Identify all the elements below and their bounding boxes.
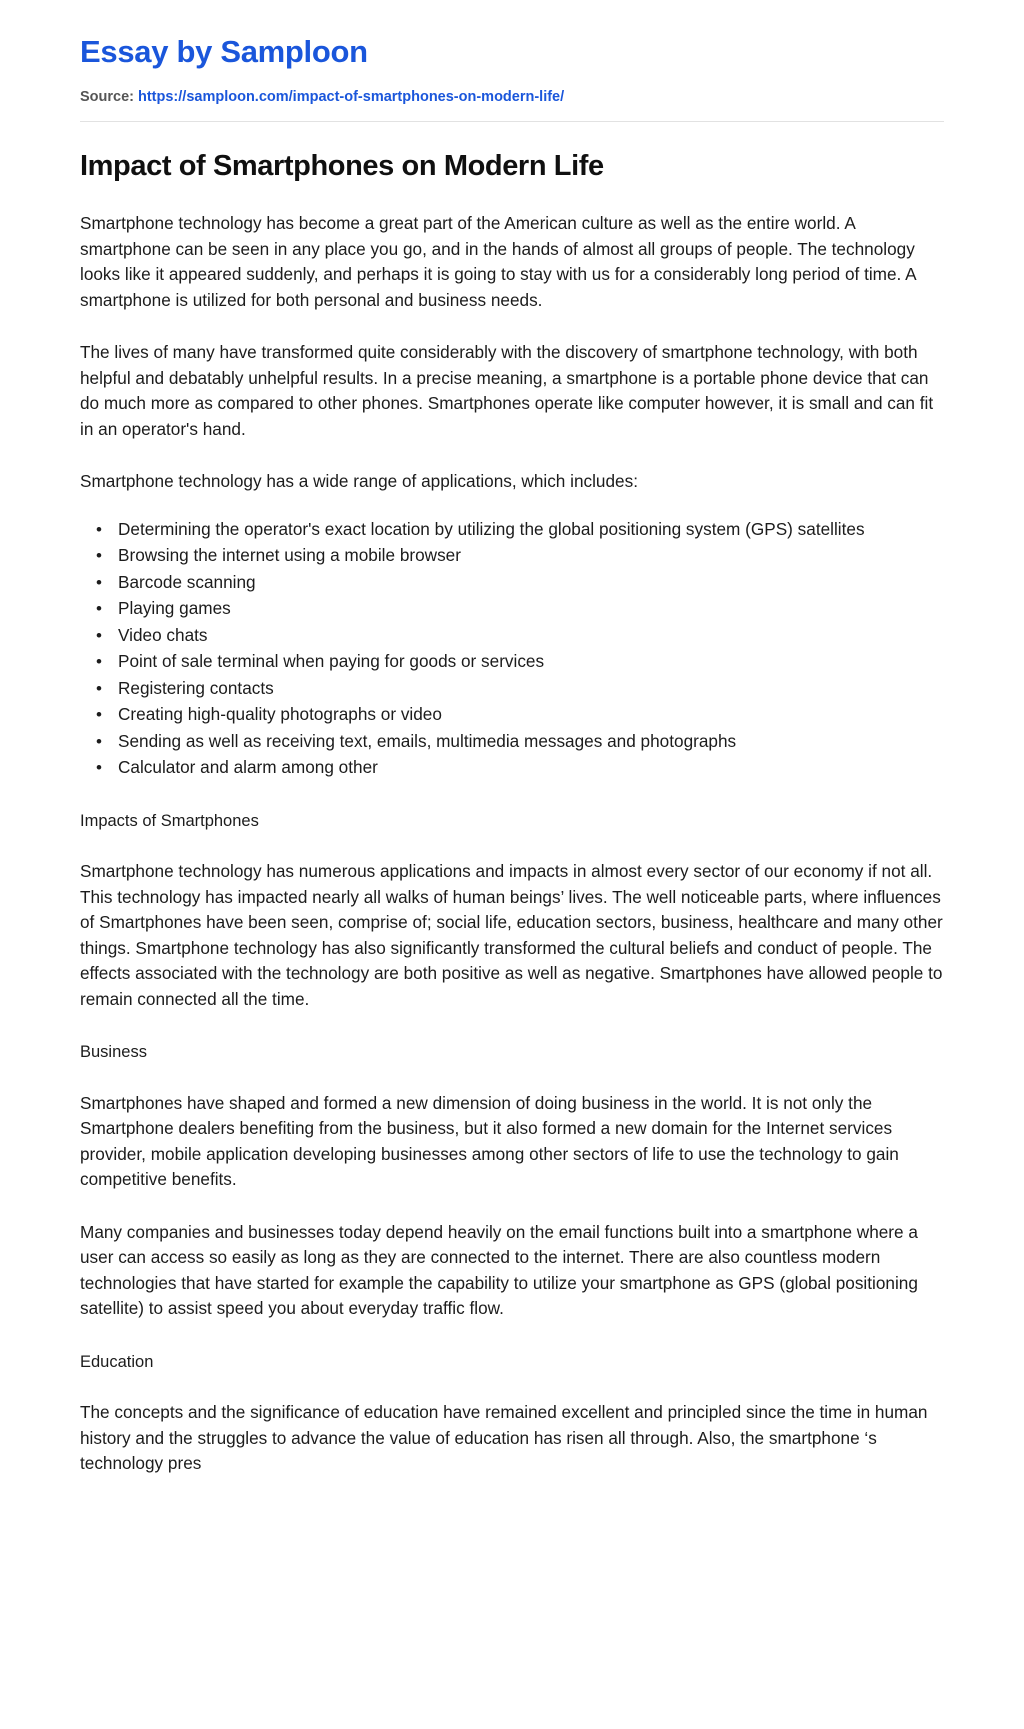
list-item: • Sending as well as receiving text, emails, multimedia messages and photographs xyxy=(116,729,944,755)
source-label: Source: xyxy=(80,89,134,106)
education-paragraph: The concepts and the significance of education have remained excellent and principled since the time in human history and the struggles to advance the value of education has risen all through. Also, the smartphone ‘s technology pres xyxy=(80,1402,928,1474)
list-item: • Barcode scanning xyxy=(116,570,944,596)
list-item: • Determining the operator's exact location by utilizing the global positioning system (GPS) satellites xyxy=(116,517,944,543)
section-heading-business: Business xyxy=(80,1043,147,1062)
list-item: • Playing games xyxy=(116,596,944,622)
list-item: • Registering contacts xyxy=(116,676,944,702)
list-item: • Video chats xyxy=(116,623,944,649)
source-url-link[interactable]: https://samploon.com/impact-of-smartphones-on-modern-life/ xyxy=(138,89,565,106)
list-item: • Creating high-quality photographs or video xyxy=(116,702,944,728)
intro-paragraph-2: The lives of many have transformed quite considerably with the discovery of smartphone technology, with both helpful and debatably unhelpful results. In a precise meaning, a smartphone is a portable phone device that can do much more as compared to other phones. Smartphones operate like computer however, it is small and can fit in an operator's hand. xyxy=(80,342,934,439)
list-item: • Point of sale terminal when paying for goods or services xyxy=(116,649,944,675)
applications-list xyxy=(80,517,944,781)
header-divider xyxy=(80,121,944,122)
site-brand-title: Essay by Samploon xyxy=(80,34,368,69)
page-title: Impact of Smartphones on Modern Life xyxy=(80,150,604,183)
business-paragraph-1: Smartphones have shaped and formed a new dimension of doing business in the world. It is not only the Smartphone dealers benefiting from the business, but it also formed a new domain for the Internet services provider, mobile application developing businesses among other sectors of life to use the technology to gain competitive benefits. xyxy=(80,1092,899,1190)
impacts-paragraph: Smartphone technology has numerous applications and impacts in almost every sector of our economy if not all. This technology has impacted nearly all walks of human beings’ lives. The well noticeable parts, where influences of Smartphones have been seen, comprise of; social life, education sectors, business, healthcare and many other things. Smartphone technology has also significantly transformed the cultural beliefs and conduct of people. The effects associated with the technology are both positive as well as negative. Smartphones have allowed people to remain connected all the time. xyxy=(80,861,943,1009)
list-item: • Browsing the internet using a mobile browser xyxy=(116,543,944,569)
source-line xyxy=(80,89,944,105)
business-paragraph-2: Many companies and businesses today depend heavily on the email functions built into a smartphone where a user can access so easily as long as they are connected to the internet. There are also countless modern technologies that have started for example the capability to utilize your smartphone as GPS (global positioning satellite) to assist speed you about everyday traffic flow. xyxy=(80,1221,918,1319)
list-item: • Calculator and alarm among other xyxy=(116,755,944,781)
section-heading-education: Education xyxy=(80,1352,154,1371)
applications-lead-in: Smartphone technology has a wide range of applications, which includes: xyxy=(80,471,638,492)
intro-paragraph-1: Smartphone technology has become a great part of the American culture as well as the entire world. A smartphone can be seen in any place you go, and in the hands of almost all groups of people. The technology looks like it appeared suddenly, and perhaps it is going to stay with us for a considerably long period of time. A smartphone is utilized for both personal and business needs. xyxy=(80,213,916,310)
section-heading-impacts: Impacts of Smartphones xyxy=(80,811,259,830)
